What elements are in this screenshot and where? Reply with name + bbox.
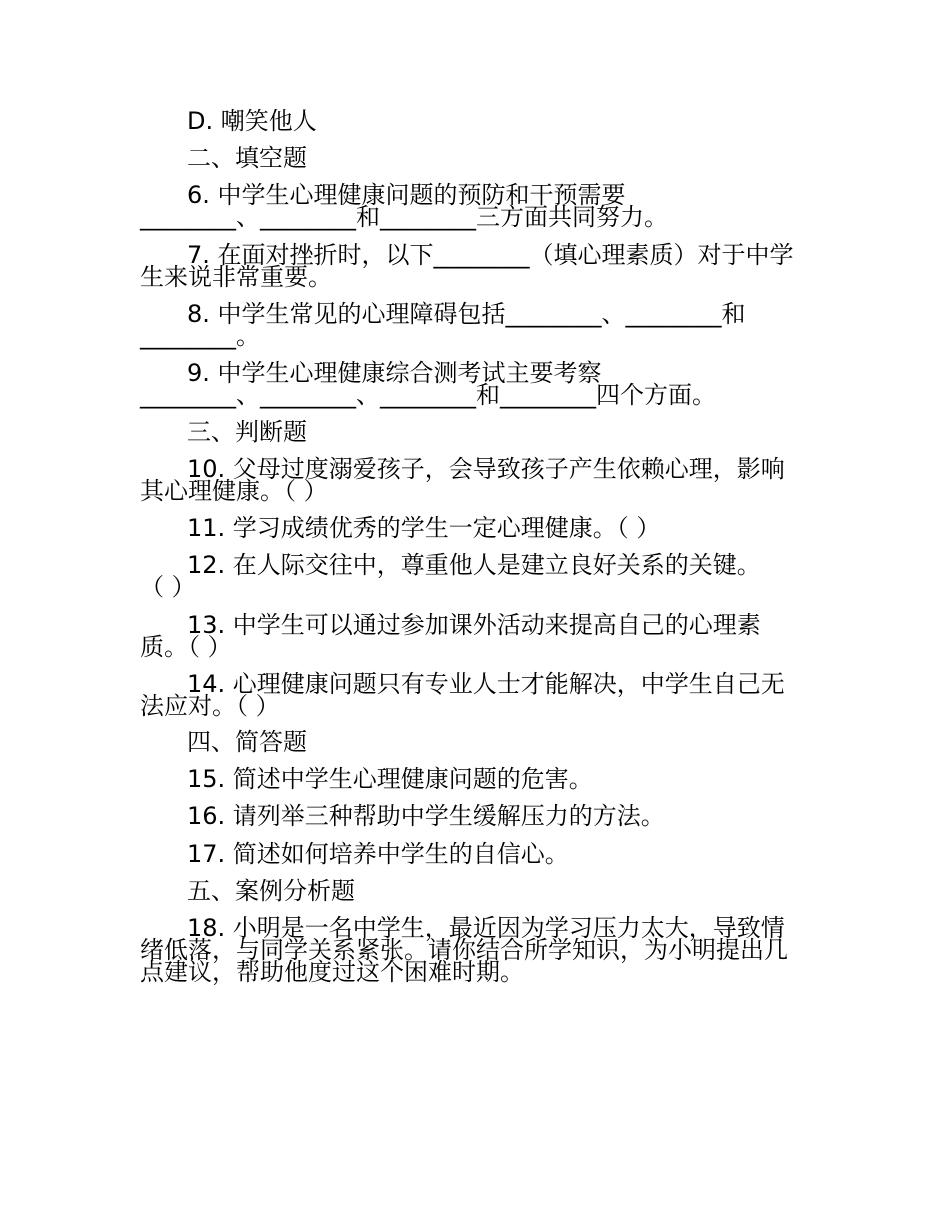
question-7: 7. 在面对挫折时，以下________（填心理素质）对于中学 [187, 241, 794, 269]
question-12: 12. 在人际交往中，尊重他人是建立良好关系的关键。 [187, 551, 761, 579]
section-fill-in-blank-heading: 二、填空题 [187, 144, 307, 172]
question-7-continued: 生来说非常重要。 [140, 263, 332, 291]
question-18-continued-2: 点建议，帮助他度过这个困难时期。 [140, 958, 524, 986]
question-10-continued: 其心理健康。（ ） [140, 477, 328, 505]
section-true-false-heading: 三、判断题 [187, 418, 307, 446]
question-17: 17. 简述如何培养中学生的自信心。 [187, 840, 569, 868]
question-12-continued: （ ） [140, 573, 196, 601]
option-d: D. 嘲笑他人 [187, 107, 317, 135]
question-6: 6. 中学生心理健康问题的预防和干预需要 [187, 181, 626, 209]
question-13: 13. 中学生可以通过参加课外活动来提高自己的心理素 [187, 611, 761, 639]
question-11: 11. 学习成绩优秀的学生一定心理健康。（ ） [187, 514, 661, 542]
question-9: 9. 中学生心理健康综合测考试主要考察 [187, 359, 602, 387]
question-8: 8. 中学生常见的心理障碍包括________、________和 [187, 300, 746, 328]
question-9-continued: ________、________、________和________四个方面。 [140, 381, 716, 409]
question-14: 14. 心理健康问题只有专业人士才能解决，中学生自己无 [187, 670, 785, 698]
question-10: 10. 父母过度溺爱孩子，会导致孩子产生依赖心理，影响 [187, 455, 785, 483]
question-6-continued: ________、________和________三方面共同努力。 [140, 203, 668, 231]
question-8-continued: ________。 [140, 322, 260, 350]
question-14-continued: 法应对。（ ） [140, 692, 280, 720]
section-short-answer-heading: 四、简答题 [187, 728, 307, 756]
section-case-analysis-heading: 五、案例分析题 [187, 877, 355, 905]
question-18-continued-1: 绪低落，与同学关系紧张。请你结合所学知识，为小明提出几 [140, 936, 788, 964]
question-13-continued: 质。（ ） [140, 633, 232, 661]
question-18: 18. 小明是一名中学生，最近因为学习压力太大，导致情 [187, 914, 785, 942]
question-15: 15. 简述中学生心理健康问题的危害。 [187, 765, 593, 793]
question-16: 16. 请列举三种帮助中学生缓解压力的方法。 [187, 802, 665, 830]
